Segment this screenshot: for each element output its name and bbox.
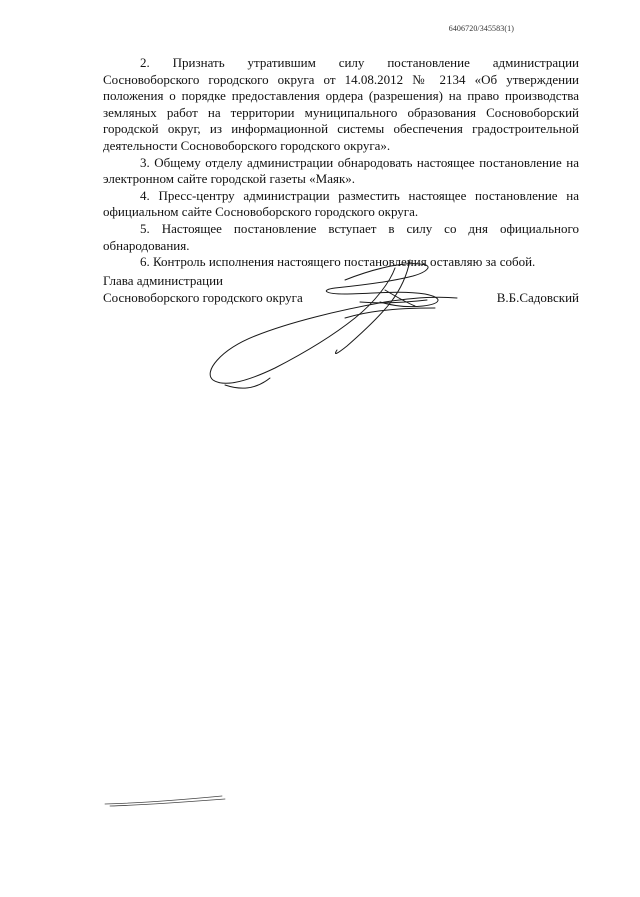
paragraph-4: 4. Пресс-центру администрации разместить настоящее постановление на официальном сайте Сосновоборского городского округа.	[103, 187, 579, 220]
signer-title-line-1: Глава администрации	[103, 273, 224, 288]
paragraph-3: 3. Общему отделу администрации обнародовать настоящее постановление на электронном сайте городской газеты «Маяк».	[103, 154, 579, 187]
document-body	[103, 55, 579, 271]
document-id: 6406720/345583(1)	[448, 24, 514, 33]
paragraph-5: 5. Настоящее постановление вступает в силу со дня официального обнародования.	[103, 220, 579, 253]
paragraph-2: 2. Признать утратившим силу постановление администрации Сосновоборского городского округа от 14.08.2012 № 2134 «Об утверждении положения о порядке предоставления ордера (разрешения) на право производства земляных работ на территории муниципального образования Сосновоборский городской округ, из информационной системы обеспечения градостроительной деятельности Сосновоборского городского округа».	[103, 55, 579, 153]
signer-name: В.Б.Садовский	[496, 289, 579, 305]
signer-title-line-2: Сосновоборского городского округа	[103, 289, 303, 305]
paragraph-6: 6. Контроль исполнения настоящего постановления оставляю за собой.	[140, 254, 536, 270]
pen-stroke-icon	[100, 790, 230, 810]
handwritten-signature-icon	[195, 250, 485, 400]
